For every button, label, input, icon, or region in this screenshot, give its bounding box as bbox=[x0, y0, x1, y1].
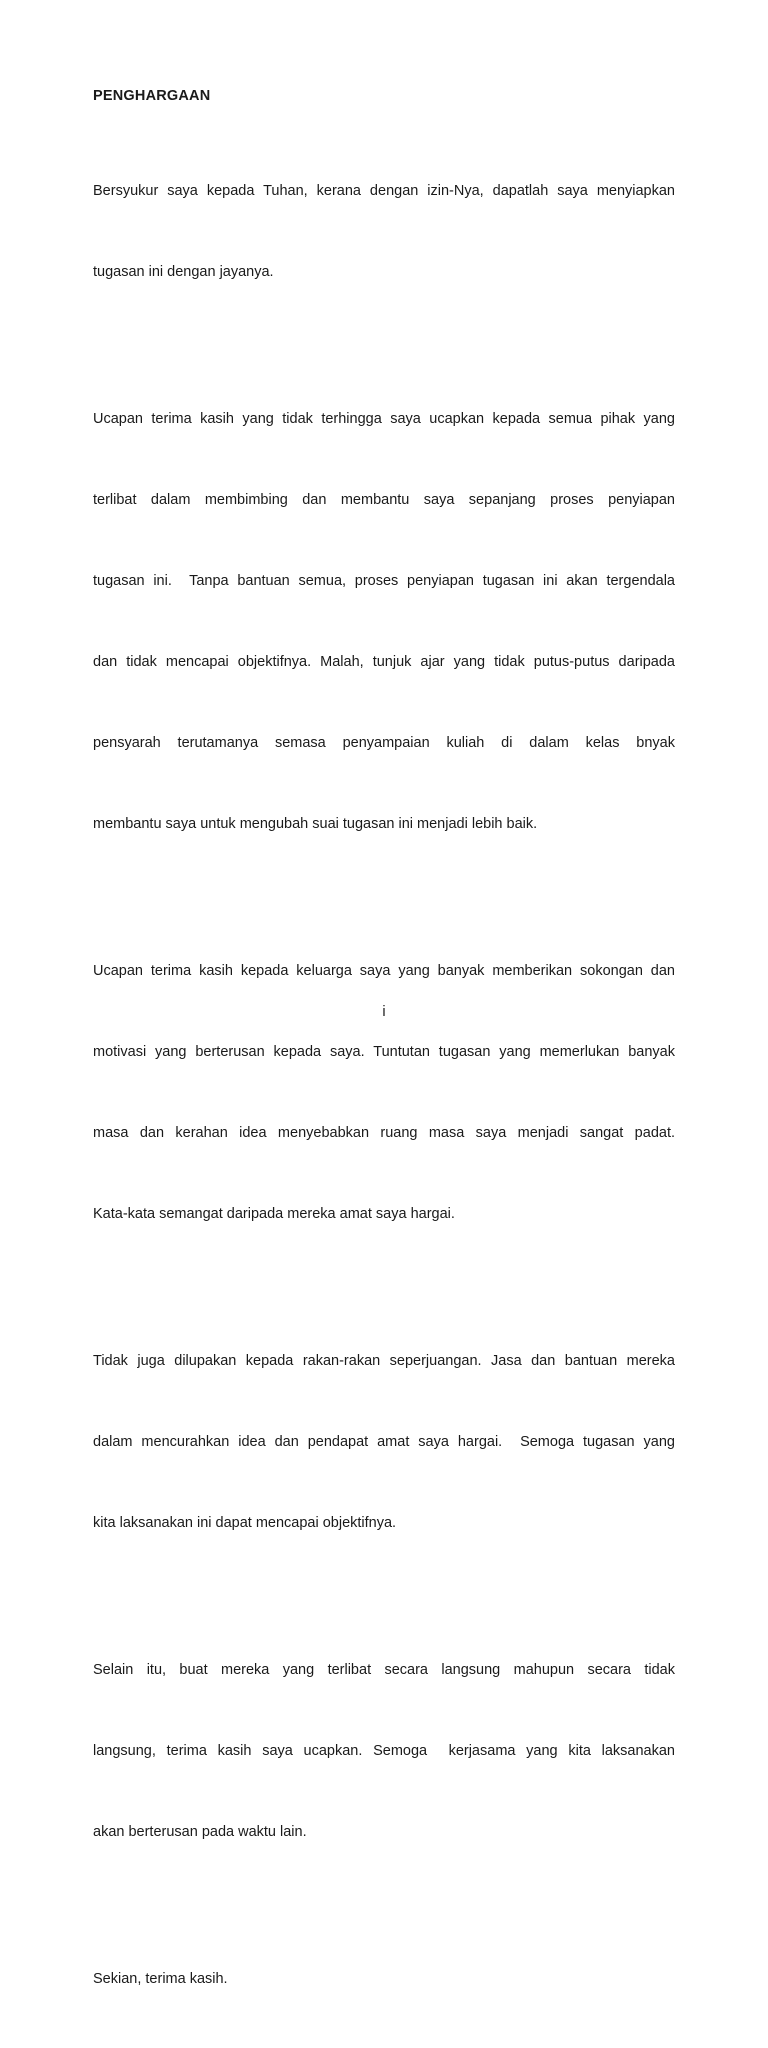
paragraph-4 bbox=[93, 1294, 675, 1591]
paragraph-line: akan berterusan pada waktu lain. bbox=[93, 1824, 307, 1840]
paragraph-line: pensyarah terutamanya semasa penyampaian kuliah di dalam kelas bnyak bbox=[93, 735, 675, 751]
paragraph-line: motivasi yang berterusan kepada saya. Tuntutan tugasan yang memerlukan banyak bbox=[93, 1044, 675, 1060]
paragraph-line: Sekian, terima kasih. bbox=[93, 1971, 228, 1987]
paragraph-line: masa dan kerahan idea menyebabkan ruang masa saya menjadi sangat padat. bbox=[93, 1125, 675, 1141]
paragraph-line: kita laksanakan ini dapat mencapai objektifnya. bbox=[93, 1515, 397, 1531]
paragraph-line: tugasan ini dengan jayanya. bbox=[93, 264, 274, 280]
document-page bbox=[93, 88, 675, 2048]
paragraph-6 bbox=[93, 1912, 675, 2047]
paragraph-5 bbox=[93, 1603, 675, 1900]
paragraph-line: Kata-kata semangat daripada mereka amat saya hargai. bbox=[93, 1206, 455, 1222]
paragraph-line: Ucapan terima kasih kepada keluarga saya yang banyak memberikan sokongan dan bbox=[93, 963, 675, 979]
page-number: i bbox=[382, 1004, 386, 1020]
paragraph-3 bbox=[93, 904, 675, 1282]
paragraph-line: terlibat dalam membimbing dan membantu saya sepanjang proses penyiapan bbox=[93, 492, 675, 508]
paragraph-2 bbox=[93, 352, 675, 892]
paragraph-line: dalam mencurahkan idea dan pendapat amat saya hargai. Semoga tugasan yang bbox=[93, 1434, 675, 1450]
paragraph-line: membantu saya untuk mengubah suai tugasan ini menjadi lebih baik. bbox=[93, 816, 538, 832]
paragraph-line: tugasan ini. Tanpa bantuan semua, proses penyiapan tugasan ini akan tergendala bbox=[93, 573, 675, 589]
paragraph-line: Bersyukur saya kepada Tuhan, kerana dengan izin-Nya, dapatlah saya menyiapkan bbox=[93, 183, 675, 199]
page-title: PENGHARGAAN bbox=[93, 88, 211, 104]
paragraph-line: dan tidak mencapai objektifnya. Malah, tunjuk ajar yang tidak putus-putus daripada bbox=[93, 654, 675, 670]
paragraph-1 bbox=[93, 124, 675, 340]
paragraph-line: langsung, terima kasih saya ucapkan. Semoga kerjasama yang kita laksanakan bbox=[93, 1743, 675, 1759]
paragraph-line: Tidak juga dilupakan kepada rakan-rakan seperjuangan. Jasa dan bantuan mereka bbox=[93, 1353, 675, 1369]
paragraph-line: Ucapan terima kasih yang tidak terhingga saya ucapkan kepada semua pihak yang bbox=[93, 411, 675, 427]
paragraph-line: Selain itu, buat mereka yang terlibat secara langsung mahupun secara tidak bbox=[93, 1662, 675, 1678]
